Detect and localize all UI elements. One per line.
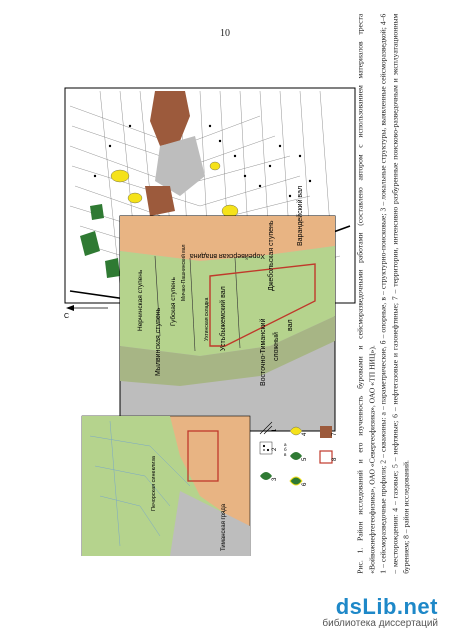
label-vostochno: Восточно-Тиманский [260,318,267,386]
label-top-ridge: Варандейский вал [297,185,304,246]
figure-caption [354,14,412,574]
watermark[interactable] [322,594,438,629]
page-number: 10 [220,28,230,39]
map-canvas [60,86,360,556]
inset-label-left: Печорская синеклиза [151,456,157,511]
legend-num-4: 4 [302,432,308,436]
label-mylva: Мылвинская ступень [155,307,162,376]
figure-map [60,86,360,556]
watermark-subtitle: библиотека диссертаций [322,618,438,629]
inset-label-bottom: Тиманская гряда [221,503,227,551]
label-slozhny: сложный [273,332,280,361]
gas-field [222,205,238,217]
inset-map [82,416,250,556]
compass [64,305,108,320]
label-val: вал [287,319,294,331]
gas-field [210,162,220,170]
oil-field [105,258,120,278]
drilled-area [145,186,175,216]
structural-map [120,186,335,431]
caption-title: Рис. 1. Район исследований и его изученность буровыми и сейсморазведочными работами (составлено автором с использованием материалов треста «Войвожнефтегеофизика», ОАО «Севергеофизика», ОАО «ТП НИЦ»). [355,13,376,574]
gas-field [128,193,142,203]
legend-num-8: 8 [332,457,338,461]
label-ukhta: Ухтинская складка [204,297,210,341]
legend [260,422,338,486]
watermark-brand[interactable]: dsLib.net [335,594,438,619]
legend-sub-v: в [284,452,287,457]
legend-num-7: 7 [332,432,338,436]
legend-num-2: 2 [272,447,278,451]
legend-sub-a: а [284,442,287,447]
oil-field [90,204,104,220]
figure-caption-container [328,13,438,600]
label-gubskaya: Губская ступень [170,277,177,326]
compass-label: С [64,313,70,320]
legend-num-1: 1 [272,428,278,432]
legend-num-3: 3 [272,477,278,481]
legend-num-6: 6 [302,482,308,486]
gas-field [111,170,129,182]
label-djebolskaya: Джебольская ступень [268,220,275,291]
label-ustyb: Устьбыжемский вал [220,286,227,351]
label-nerchinskaya: Нерчинская ступень [137,269,144,331]
caption-legend: 1 – сейсморазведочные профили; 2 – скважины: а – параметрические, б – опорные, в – структурно-поисковые; 3 – локальные структуры, выявленные сейсморазведкой; 4–6 – месторождения: 4 – газовые; 5 – нефтяные; 6 – нефтегазовые и газонефтяные; 7 – территории, интенсивно разбуренные поисково-разведочным и эксплуатационным бурением; 8 – район исследований. [378,13,411,574]
legend-sub-b: б [284,447,287,452]
legend-num-5: 5 [302,457,308,461]
label-top-depression: Хорейверская впадина [189,252,265,259]
label-middle: Мичаю-Пашнинский вал [181,244,187,301]
